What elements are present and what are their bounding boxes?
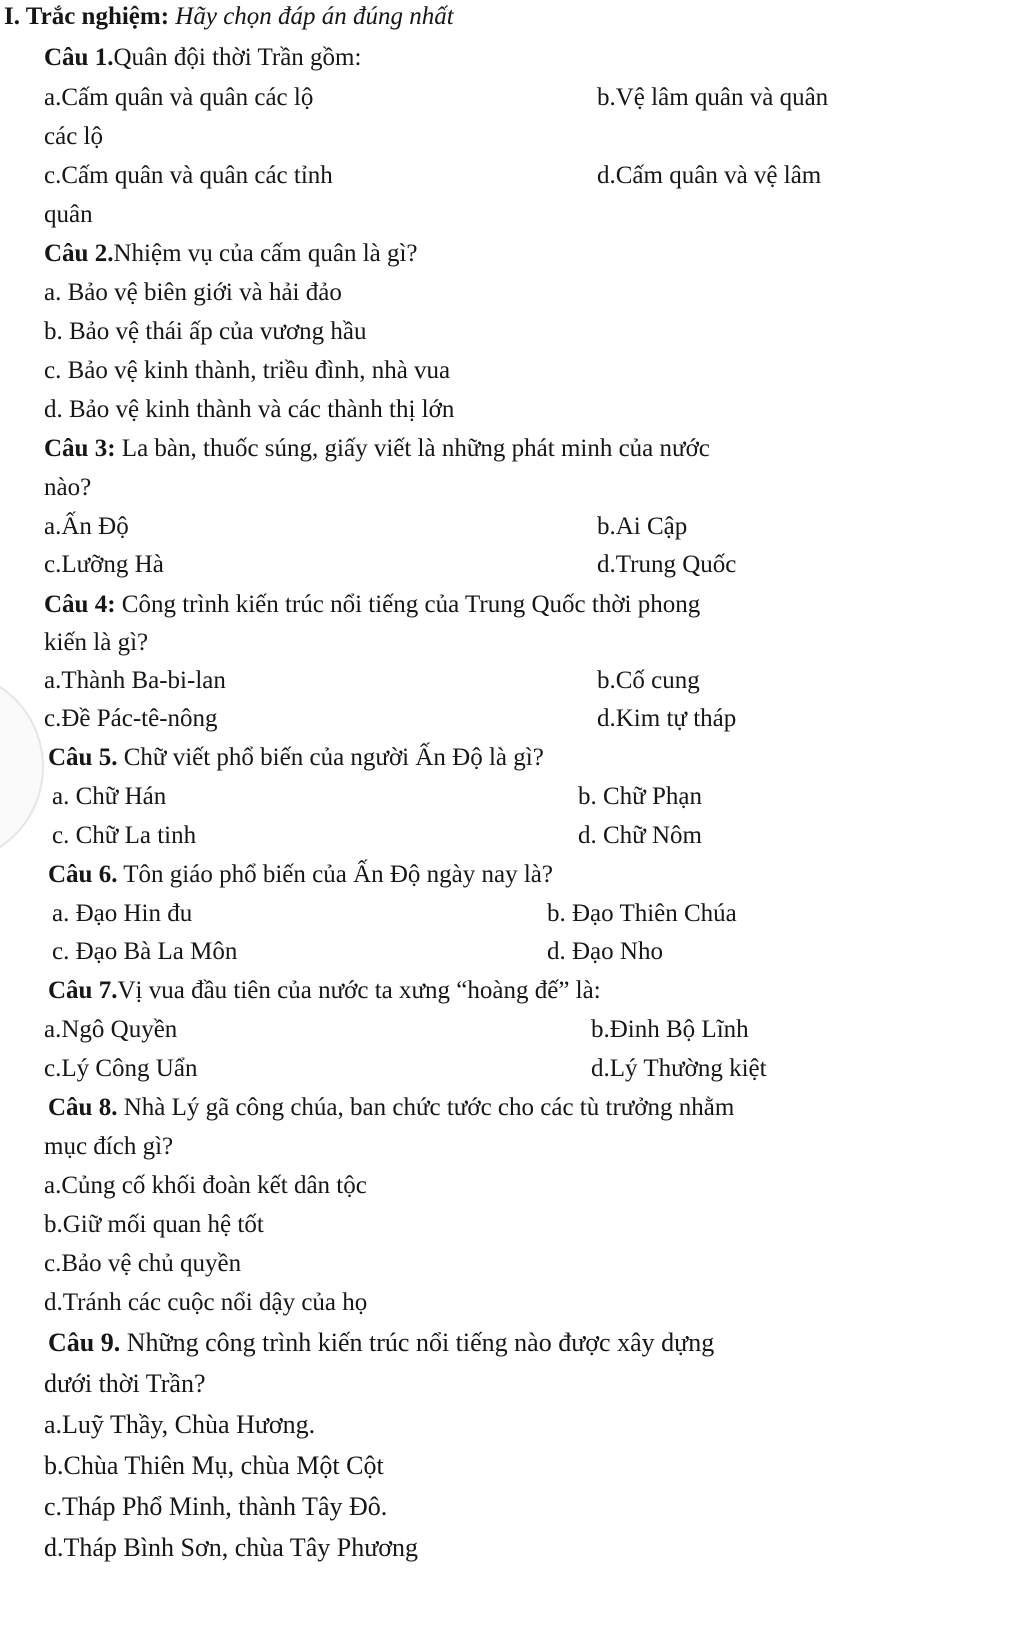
question-label: Câu 7.: [48, 977, 118, 1004]
section-title: [4, 2, 454, 32]
question-label: Câu 2.: [44, 240, 114, 267]
option-6c[interactable]: c. Đạo Bà La Môn: [52, 938, 238, 965]
question-text: La bàn, thuốc súng, giấy viết là những phát minh của nước: [115, 435, 710, 462]
option-2b[interactable]: b. Bảo vệ thái ấp của vương hầu: [44, 318, 367, 345]
option-6b[interactable]: b. Đạo Thiên Chúa: [547, 900, 737, 927]
section-instruction: Hãy chọn đáp án đúng nhất: [175, 3, 454, 30]
question-text: Chữ viết phổ biến của người Ấn Độ là gì?: [117, 744, 544, 771]
option-9d[interactable]: d.Tháp Bình Sơn, chùa Tây Phương: [44, 1533, 419, 1562]
question-7: [48, 976, 601, 1006]
option-5c[interactable]: c. Chữ La tinh: [52, 822, 197, 849]
option-5a[interactable]: a. Chữ Hán: [52, 783, 167, 810]
option-9c[interactable]: c.Tháp Phổ Minh, thành Tây Đô.: [44, 1492, 388, 1521]
option-4b[interactable]: b.Cố cung: [597, 667, 700, 694]
option-3a[interactable]: a.Ấn Độ: [44, 513, 129, 540]
option-2a[interactable]: a. Bảo vệ biên giới và hải đảo: [44, 279, 342, 306]
option-1b[interactable]: b.Vệ lâm quân và quân: [597, 84, 829, 111]
option-3c[interactable]: c.Lưỡng Hà: [44, 551, 164, 578]
question-text: Nhà Lý gã công chúa, ban chức tước cho các tù trưởng nhằm: [117, 1094, 735, 1121]
question-8: [48, 1093, 734, 1123]
option-4c[interactable]: c.Đề Pác-tê-nông: [44, 705, 218, 732]
question-4: [44, 590, 700, 620]
question-4-cont: kiến là gì?: [44, 629, 149, 656]
question-9-cont: dưới thời Trần?: [44, 1369, 206, 1398]
option-7b[interactable]: b.Đinh Bộ Lĩnh: [591, 1016, 749, 1043]
page-edge-shadow: [0, 670, 44, 864]
option-6d[interactable]: d. Đạo Nho: [547, 938, 663, 965]
option-1d[interactable]: d.Cấm quân và vệ lâm: [597, 162, 822, 189]
option-1a[interactable]: a.Cấm quân và quân các lộ: [44, 84, 314, 111]
question-label: Câu 3:: [44, 435, 116, 462]
question-text: Công trình kiến trúc nổi tiếng của Trung Quốc thời phong: [115, 591, 701, 618]
option-3b[interactable]: b.Ai Cập: [597, 513, 688, 540]
question-label: Câu 8.: [48, 1094, 118, 1121]
question-label: Câu 5.: [48, 744, 118, 771]
question-text: Nhiệm vụ của cấm quân là gì?: [113, 240, 418, 267]
option-8a[interactable]: a.Củng cố khối đoàn kết dân tộc: [44, 1172, 367, 1199]
question-2: [44, 239, 418, 269]
option-4d[interactable]: d.Kim tự tháp: [597, 705, 737, 732]
question-text: Những công trình kiến trúc nổi tiếng nào được xây dựng: [120, 1328, 715, 1357]
option-1c[interactable]: c.Cấm quân và quân các tỉnh: [44, 162, 333, 189]
question-9: [48, 1328, 714, 1358]
option-5d[interactable]: d. Chữ Nôm: [578, 822, 702, 849]
option-8b[interactable]: b.Giữ mối quan hệ tốt: [44, 1211, 264, 1238]
option-2c[interactable]: c. Bảo vệ kinh thành, triều đình, nhà vua: [44, 357, 451, 384]
section-label: I. Trắc nghiệm:: [4, 3, 170, 30]
question-label: Câu 9.: [48, 1328, 121, 1357]
question-8-cont: mục đích gì?: [44, 1133, 174, 1160]
option-5b[interactable]: b. Chữ Phạn: [578, 783, 702, 810]
question-label: Câu 4:: [44, 591, 116, 618]
question-text: Quân đội thời Trần gồm:: [113, 44, 362, 71]
question-3-cont: nào?: [44, 474, 92, 501]
option-4a[interactable]: a.Thành Ba-bi-lan: [44, 667, 226, 694]
question-6: [48, 860, 553, 890]
question-1: [44, 43, 361, 73]
option-2d[interactable]: d. Bảo vệ kinh thành và các thành thị lớn: [44, 396, 455, 423]
option-1b-cont: các lộ: [44, 123, 103, 150]
option-7c[interactable]: c.Lý Công Uẩn: [44, 1055, 198, 1082]
question-label: Câu 6.: [48, 861, 118, 888]
option-3d[interactable]: d.Trung Quốc: [597, 551, 737, 578]
option-8c[interactable]: c.Bảo vệ chủ quyền: [44, 1250, 242, 1277]
question-3: [44, 434, 710, 464]
question-text: Tôn giáo phổ biến của Ấn Độ ngày nay là?: [117, 861, 554, 888]
option-9b[interactable]: b.Chùa Thiên Mụ, chùa Một Cột: [44, 1451, 384, 1480]
option-9a[interactable]: a.Luỹ Thầy, Chùa Hương.: [44, 1410, 316, 1439]
option-7a[interactable]: a.Ngô Quyền: [44, 1016, 178, 1043]
question-label: Câu 1.: [44, 44, 114, 71]
question-5: [48, 743, 544, 773]
option-6a[interactable]: a. Đạo Hin đu: [52, 900, 193, 927]
option-1d-cont: quân: [44, 201, 93, 228]
question-text: Vị vua đầu tiên của nước ta xưng “hoàng đế” là:: [117, 977, 601, 1004]
option-8d[interactable]: d.Tránh các cuộc nổi dậy của họ: [44, 1289, 368, 1316]
option-7d[interactable]: d.Lý Thường kiệt: [591, 1055, 767, 1082]
